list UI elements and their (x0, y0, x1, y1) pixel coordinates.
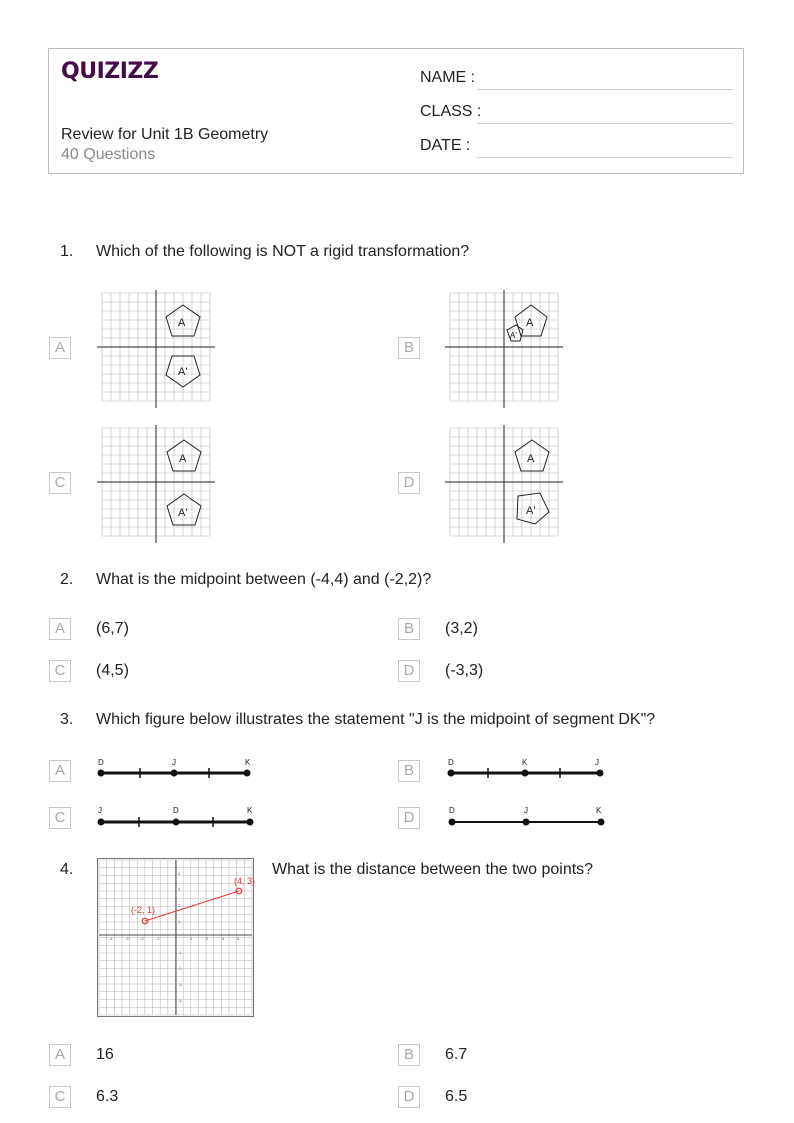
question-1-number: 1. (60, 243, 74, 260)
q4-option-b-text: 6.7 (445, 1046, 468, 1063)
q3-option-a-segment (97, 756, 257, 780)
q1c-image-label: A' (178, 507, 188, 519)
q3-option-c-segment (97, 803, 257, 827)
q1-option-c[interactable]: C (49, 472, 71, 494)
q4-xtick-2: -3 (125, 936, 129, 941)
question-1-text: Which of the following is NOT a rigid transformation? (96, 243, 470, 260)
q3b-label-1: D (448, 758, 454, 767)
q4-ytick-7: -3 (178, 982, 182, 987)
q1d-image-label: A' (526, 505, 536, 517)
q1d-shape-label: A (527, 453, 535, 465)
q4-xtick-8: 4 (237, 936, 240, 941)
q4-xtick-3: -2 (140, 936, 144, 941)
q2-option-d[interactable]: D (398, 660, 420, 682)
q2-option-a-text: (6,7) (96, 620, 129, 637)
q4-ytick-6: -2 (178, 966, 182, 971)
q1a-image-label: A' (178, 366, 188, 378)
q1b-image-label: A' (510, 331, 517, 340)
q2-option-c[interactable]: C (49, 660, 71, 682)
q3-option-d-segment (446, 803, 606, 827)
q4-point-2-label: (4, 3) (234, 876, 256, 886)
quizizz-logo: QUIZIZZ (61, 59, 159, 84)
q3d-label-2: J (524, 806, 528, 815)
question-count: 40 Questions (61, 146, 156, 163)
q4-option-b[interactable]: B (398, 1044, 420, 1066)
q4-ytick-3: 2 (178, 903, 181, 908)
q3-option-b-segment (446, 756, 606, 780)
q4-ytick-5: -1 (178, 950, 182, 955)
date-field[interactable] (477, 157, 733, 158)
question-4-number: 4. (60, 861, 74, 878)
class-label: CLASS : (420, 103, 482, 120)
q1-option-a-graph (97, 290, 217, 410)
q3a-label-2: J (172, 758, 176, 767)
q1-option-d[interactable]: D (398, 472, 420, 494)
q1-option-c-graph (97, 425, 217, 545)
q1-option-b-graph (445, 290, 565, 410)
worksheet-header (48, 48, 744, 174)
q3d-label-1: D (449, 806, 455, 815)
q1-option-b[interactable]: B (398, 337, 420, 359)
q4-xtick-5: 1 (190, 936, 193, 941)
q2-option-c-text: (4,5) (96, 662, 129, 679)
q3a-label-1: D (98, 758, 104, 767)
q3c-label-3: K (247, 806, 253, 815)
name-label: NAME : (420, 69, 476, 86)
q4-ytick-8: -4 (178, 998, 182, 1003)
question-2-text: What is the midpoint between (-4,4) and (-2,2)? (96, 571, 432, 588)
q4-option-c[interactable]: C (49, 1086, 71, 1108)
q2-option-b[interactable]: B (398, 618, 420, 640)
q4-option-a[interactable]: A (49, 1044, 71, 1066)
q4-option-c-text: 6.3 (96, 1088, 119, 1105)
class-field[interactable] (477, 123, 733, 124)
q4-option-d-text: 6.5 (445, 1088, 468, 1105)
q2-option-b-text: (3,2) (445, 620, 478, 637)
q4-xtick-4: -1 (156, 936, 160, 941)
question-3-text: Which figure below illustrates the statement "J is the midpoint of segment DK"? (96, 711, 656, 728)
q4-option-a-text: 16 (96, 1046, 114, 1063)
q3-option-a[interactable]: A (49, 760, 71, 782)
q3a-label-3: K (245, 758, 251, 767)
q4-coordinate-graph (97, 858, 255, 1018)
q4-ytick-2: 3 (178, 887, 181, 892)
q3c-label-1: J (98, 806, 102, 815)
q3c-label-2: D (173, 806, 179, 815)
q2-option-d-text: (-3,3) (445, 662, 484, 679)
q4-xtick-7: 3 (222, 936, 225, 941)
q4-xtick-6: 2 (206, 936, 209, 941)
q3-option-b[interactable]: B (398, 760, 420, 782)
q4-option-d[interactable]: D (398, 1086, 420, 1108)
q4-ytick-1: 4 (178, 871, 181, 876)
date-label: DATE : (420, 137, 471, 154)
q1-option-a[interactable]: A (49, 337, 71, 359)
q1a-shape-label: A (178, 317, 186, 329)
worksheet-title: Review for Unit 1B Geometry (61, 126, 269, 143)
question-2-number: 2. (60, 571, 74, 588)
question-4-text: What is the distance between the two points? (272, 861, 594, 878)
q3-option-c[interactable]: C (49, 807, 71, 829)
q2-option-a[interactable]: A (49, 618, 71, 640)
q4-ytick-4: 1 (178, 919, 181, 924)
q4-xtick-1: -4 (109, 936, 113, 941)
q4-point-1-label: (-2, 1) (131, 905, 156, 915)
q1b-shape-label: A (526, 317, 534, 329)
q3-option-d[interactable]: D (398, 807, 420, 829)
q3d-label-3: K (596, 806, 602, 815)
q3b-label-3: J (595, 758, 599, 767)
question-3-number: 3. (60, 711, 74, 728)
q1c-shape-label: A (179, 453, 187, 465)
name-field[interactable] (477, 89, 733, 90)
q1-option-d-graph (445, 425, 565, 545)
q3b-label-2: K (522, 758, 528, 767)
